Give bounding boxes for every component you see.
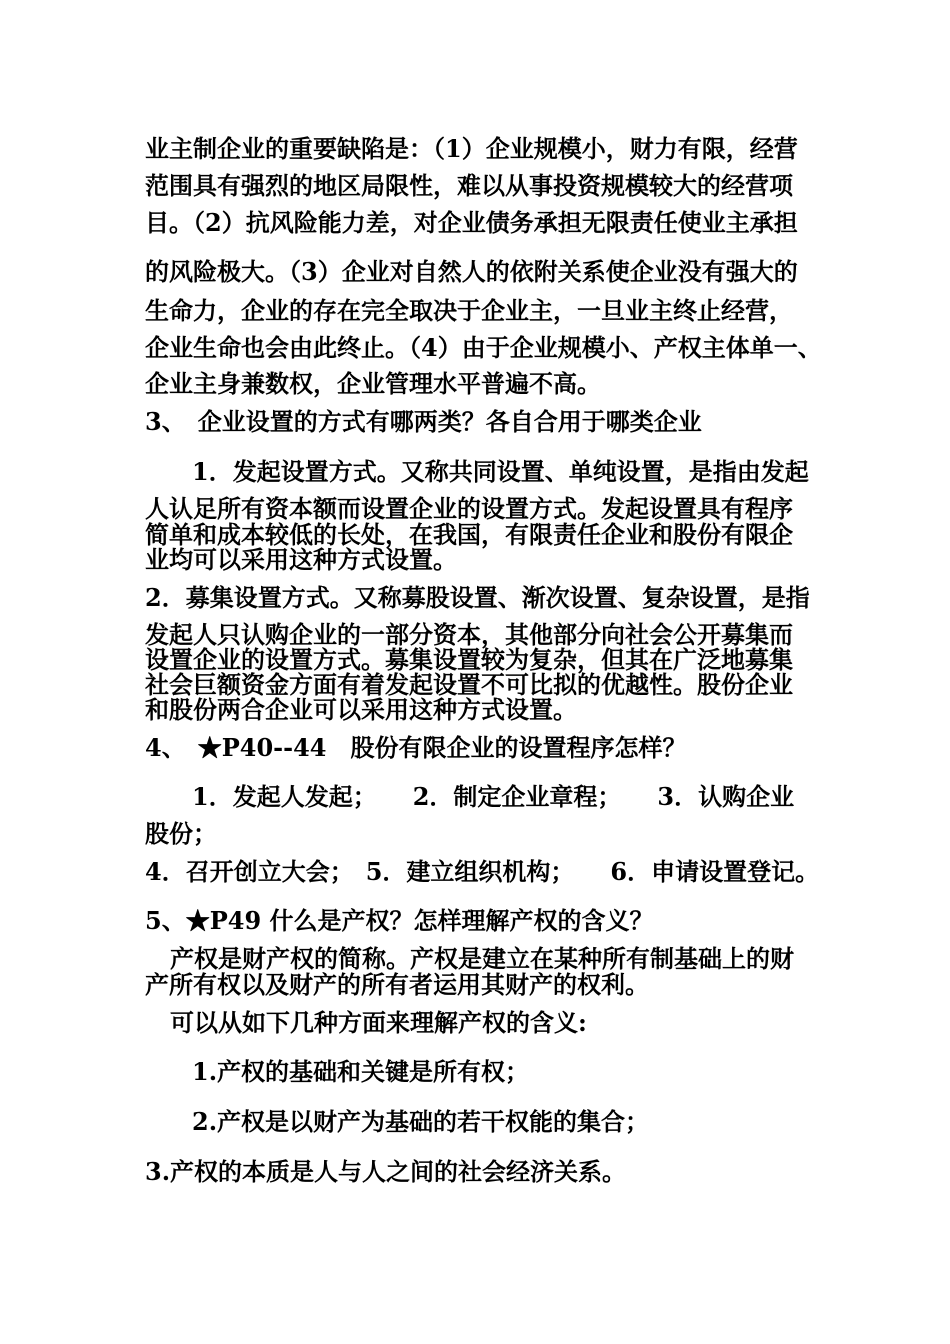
text-line: 社会巨额资金方面有着发起设置不可比拟的优越性。股份企业 — [145, 670, 793, 699]
text-line: 1．发起设置方式。又称共同设置、单纯设置，是指由发起 — [192, 457, 809, 486]
question-heading: 3、 企业设置的方式有哪两类？各自合用于哪类企业 — [145, 407, 702, 436]
text-line: 3.产权的本质是人与人之间的社会经济关系。 — [145, 1157, 627, 1186]
text-line: 业均可以采用这种方式设置。 — [145, 545, 457, 574]
text-line: 和股份两合企业可以采用这种方式设置。 — [145, 695, 577, 724]
text-line: 人认足所有资本额而设置企业的设置方式。发起设置具有程序 — [145, 494, 793, 523]
text-line: 目。（2）抗风险能力差，对企业债务承担无限责任使业主承担 — [145, 208, 798, 237]
question-heading: 5、★P49 什么是产权？怎样理解产权的含义？ — [145, 906, 654, 935]
text-line: 1．发起人发起； 2．制定企业章程； 3．认购企业 — [192, 782, 795, 811]
text-line: 范围具有强烈的地区局限性，难以从事投资规模较大的经营项 — [145, 171, 793, 200]
text-line: 企业主身兼数权，企业管理水平普遍不高。 — [145, 369, 601, 398]
text-line: 业主制企业的重要缺陷是：（1）企业规模小，财力有限，经营 — [145, 134, 798, 163]
text-line: 生命力，企业的存在完全取决于企业主，一旦业主终止经营， — [145, 296, 793, 325]
text-line: 可以从如下几种方面来理解产权的含义: — [170, 1008, 587, 1037]
text-line: 股份； — [145, 819, 217, 848]
question-heading: 4、 ★P40--44 股份有限企业的设置程序怎样？ — [145, 733, 687, 762]
text-line: 产权是财产权的简称。产权是建立在某种所有制基础上的财 — [170, 944, 794, 973]
text-line: 2.产权是以财产为基础的若干权能的集合； — [192, 1107, 650, 1136]
text-line: 设置企业的设置方式。募集设置较为复杂，但其在广泛地募集 — [145, 645, 793, 674]
text-line: 4．召开创立大会； 5．建立组织机构； 6．申请设置登记。 — [145, 857, 820, 886]
text-line: 发起人只认购企业的一部分资本，其他部分向社会公开募集而 — [145, 620, 793, 649]
text-line: 1.产权的基础和关键是所有权； — [192, 1057, 530, 1086]
text-line: 企业生命也会由此终止。（4）由于企业规模小、产权主体单一、 — [145, 333, 822, 362]
text-line: 产所有权以及财产的所有者运用其财产的权利。 — [145, 970, 649, 999]
text-line: 简单和成本较低的长处，在我国，有限责任企业和股份有限企 — [145, 520, 793, 549]
text-line: 2．募集设置方式。又称募股设置、渐次设置、复杂设置，是指 — [145, 583, 810, 612]
text-line: 的风险极大。（3）企业对自然人的依附关系使企业没有强大的 — [145, 257, 798, 286]
